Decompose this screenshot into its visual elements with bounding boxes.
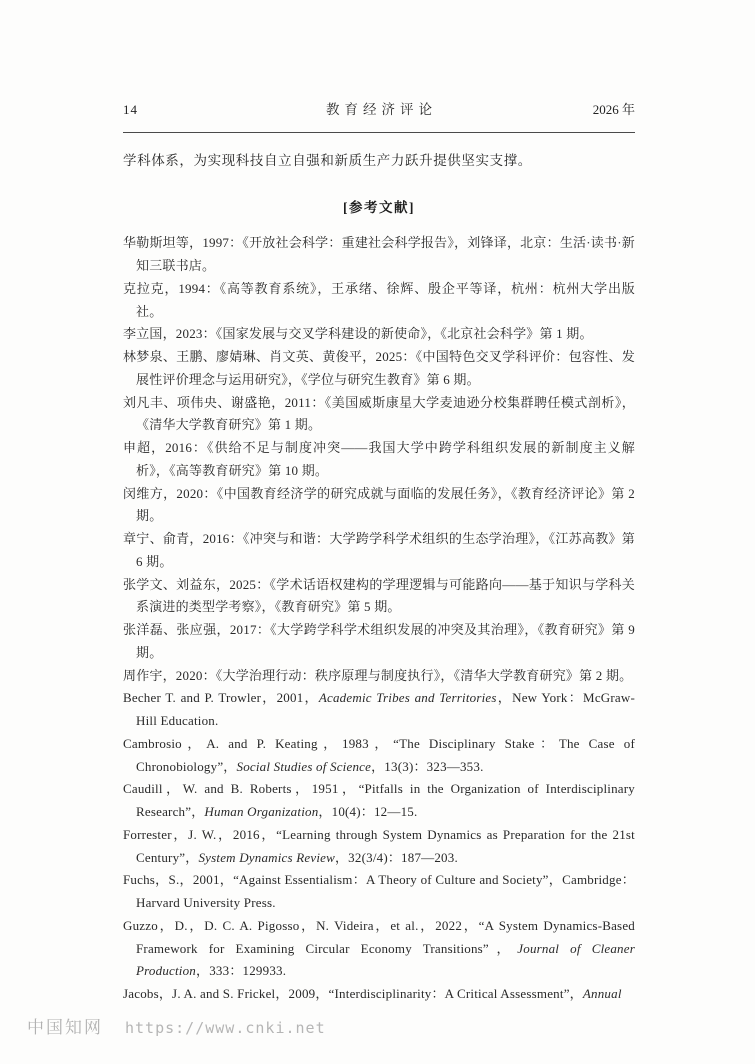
year-label: 2026 年 (592, 102, 635, 117)
reference-journal-title: Social Studies of Science (236, 758, 372, 774)
reference-item (123, 392, 635, 438)
page-header (123, 98, 635, 133)
reference-text: 章宁、俞青，2016：《冲突与和谐：大学跨学科学术组织的生态学治理》，《江苏高教》第 6 期。 (123, 531, 635, 569)
reference-text: ，32(3/4)：187—203. (334, 849, 458, 865)
reference-item (123, 824, 635, 870)
reference-text: 周作宇，2020：《大学治理行动：秩序原理与制度执行》，《清华大学教育研究》第 2 期。 (123, 667, 633, 683)
reference-item (123, 437, 635, 483)
reference-text: Becher T. and P. Trowler，2001， (123, 690, 319, 706)
reference-text: ，10(4)：12—15. (318, 804, 418, 819)
reference-text: 林梦泉、王鹏、廖婧琳、肖文英、黄俊平，2025：《中国特色交叉学科评价：包容性、发展性评价理念与运用研究》，《学位与研究生教育》第 6 期。 (123, 349, 635, 387)
reference-item (123, 619, 635, 665)
reference-text: 张洋磊、张应强，2017：《大学跨学科学术组织发展的冲突及其治理》，《教育研究》第 9 期。 (123, 622, 635, 660)
cnki-url: https://www.cnki.net (125, 1019, 326, 1037)
closing-paragraph: 学科体系，为实现科技自立自强和新质生产力跃升提供坚实支撑。 (123, 153, 532, 168)
reference-item (123, 528, 635, 574)
reference-text: 申超，2016：《供给不足与制度冲突——我国大学中跨学科组织发展的新制度主义解析》，《高等教育研究》第 10 期。 (123, 440, 635, 478)
references-heading: [参考文献] (343, 200, 415, 216)
reference-item (123, 687, 635, 733)
page-content (123, 98, 635, 1006)
reference-journal-title: Journal of Cleaner Production (136, 940, 635, 979)
reference-text: 克拉克，1994：《高等教育系统》，王承绪、徐辉、殷企平等译，杭州：杭州大学出版社。 (123, 280, 635, 319)
reference-item (123, 278, 635, 324)
reference-item (123, 983, 635, 1006)
reference-item (123, 574, 635, 620)
reference-text: Fuchs，S.，2001，“Against Essentialism：A Theory of Culture and Society”，Cambridge：Harvard University Press. (123, 872, 635, 910)
reference-text: Forrester，J. W.，2016，“Learning through System Dynamics as Preparation for the 21st Century”， (123, 826, 635, 865)
reference-text: Caudill，W. and B. Roberts，1951，“Pitfalls in the Organization of Interdisciplinary Research”， (123, 781, 635, 819)
reference-text: ，13(3)：323—353. (371, 758, 484, 774)
reference-journal-title: System Dynamics Review (198, 849, 335, 865)
reference-item (123, 733, 635, 779)
cnki-watermark (27, 1013, 326, 1038)
reference-text: Guzzo，D.，D. C. A. Pigosso，N. Videira，et al.，2022，“A System Dynamics-Based Framework for Examining Circular Economy Transitions”， (123, 917, 635, 956)
reference-item (123, 323, 635, 346)
reference-text: Jacobs，J. A. and S. Frickel，2009，“Interdisciplinarity：A Critical Assessment”， (123, 986, 583, 1001)
reference-text: 李立国，2023：《国家发展与交叉学科建设的新使命》，《北京社会科学》第 1 期。 (123, 326, 593, 342)
reference-item (123, 232, 635, 278)
reference-journal-title: Human Organization (204, 804, 319, 819)
reference-text: 闵维方，2020：《中国教育经济学的研究成就与面临的发展任务》，《教育经济评论》第 2 期。 (123, 485, 635, 524)
reference-text: 华勒斯坦等，1997：《开放社会科学：重建社会科学报告》，刘锋译，北京：生活·读书·新知三联书店。 (123, 235, 635, 273)
reference-text: ，New York：McGraw-Hill Education. (136, 690, 635, 728)
reference-item (123, 665, 635, 688)
reference-item (123, 869, 635, 915)
reference-journal-title: Annual (582, 986, 622, 1001)
page-number: 14 (123, 102, 138, 117)
reference-item (123, 778, 635, 824)
reference-text: 张学文、刘益东，2025：《学术话语权建构的学理逻辑与可能路向——基于知识与学科关系演进的类型学考察》，《教育研究》第 5 期。 (123, 576, 635, 615)
reference-list (123, 232, 635, 1006)
reference-item (123, 346, 635, 392)
journal-title: 教育经济评论 (326, 102, 437, 117)
reference-journal-title: Academic Tribes and Territories (318, 690, 497, 706)
reference-item (123, 915, 635, 983)
cnki-site-name: 中国知网 (27, 1018, 103, 1037)
reference-text: Cambrosio，A. and P. Keating，1983，“The Disciplinary Stake：The Case of Chronobiology”， (123, 735, 635, 774)
reference-item (123, 483, 635, 529)
reference-text: ，333：129933. (196, 963, 287, 979)
reference-text: 刘凡丰、项伟央、谢盛艳，2011：《美国威斯康星大学麦迪逊分校集群聘任模式剖析》，《清华大学教育研究》第 1 期。 (123, 394, 635, 433)
